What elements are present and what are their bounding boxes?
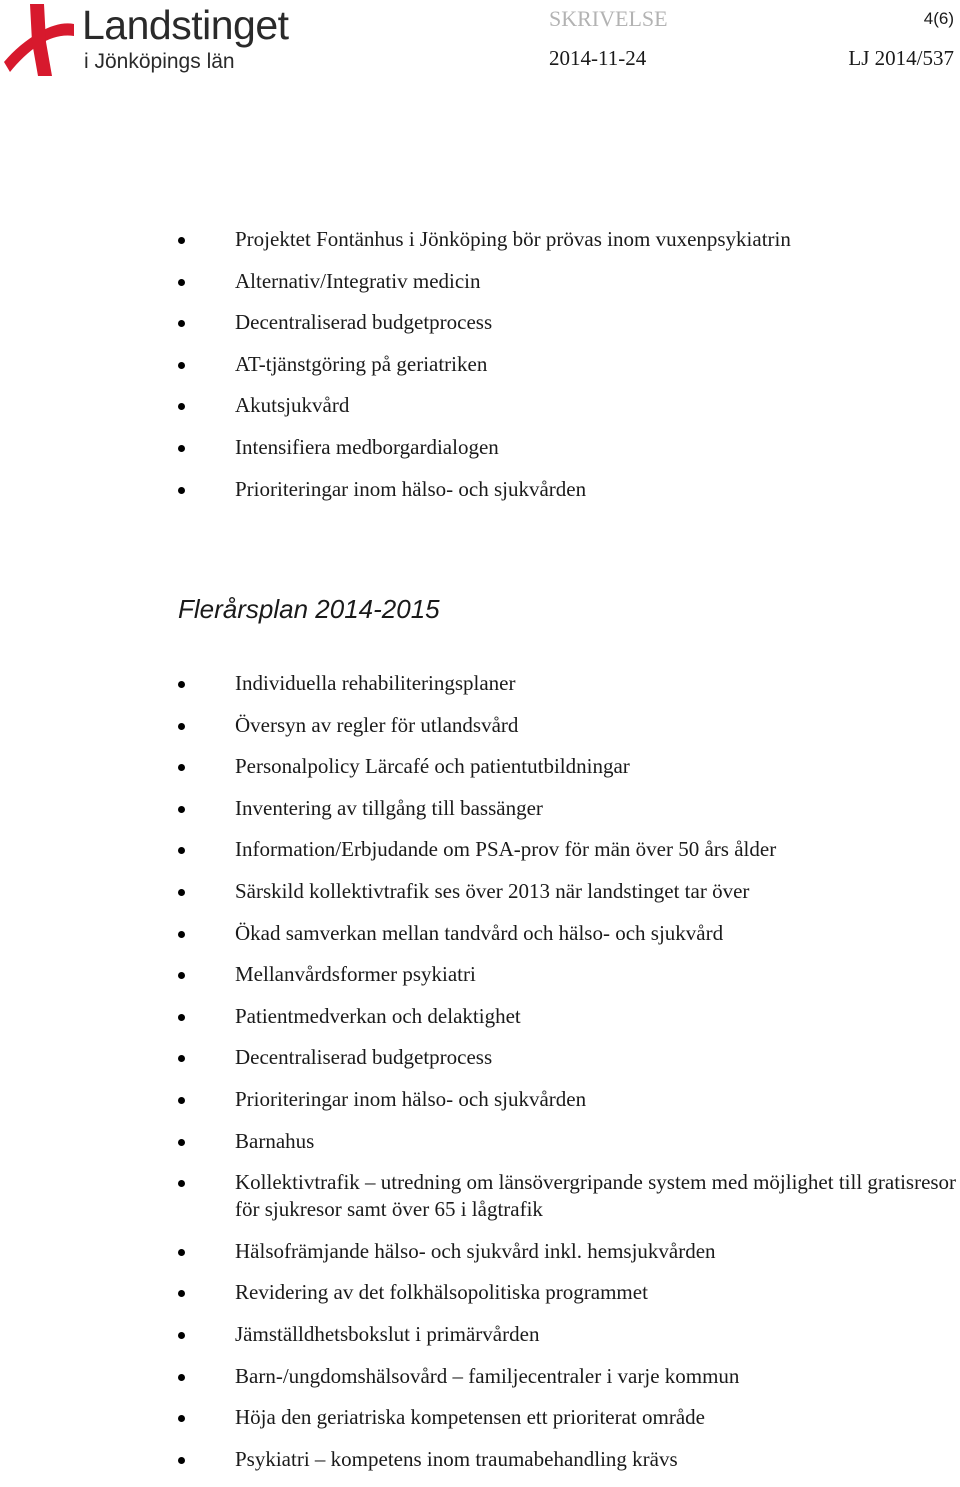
bullet-icon xyxy=(178,1014,185,1021)
bullet-icon xyxy=(178,1415,185,1422)
bullet-icon xyxy=(178,237,185,244)
list-item xyxy=(0,878,960,905)
bullet-icon xyxy=(178,931,185,938)
list-item-text: Projektet Fontänhus i Jönköping bör prövas inom vuxenpsykiatrin xyxy=(235,227,791,251)
list-item xyxy=(0,670,960,697)
list-item xyxy=(0,476,960,503)
bullet-icon xyxy=(178,487,185,494)
list-item xyxy=(0,392,960,419)
list-item-text: Psykiatri – kompetens inom traumabehandling krävs xyxy=(235,1446,678,1471)
list-item xyxy=(0,1321,960,1348)
document-type: SKRIVELSE xyxy=(549,6,668,31)
list-item xyxy=(0,351,960,378)
list-item-text: Översyn av regler för utlandsvård xyxy=(235,712,519,737)
bullet-icon xyxy=(178,1374,185,1381)
list-item-text: Individuella rehabiliteringsplaner xyxy=(235,671,516,695)
list-item xyxy=(0,309,960,336)
list-item xyxy=(0,268,960,295)
bullet-icon xyxy=(178,1290,185,1297)
list-item xyxy=(0,1086,960,1113)
list-item xyxy=(0,753,960,780)
logo xyxy=(0,0,330,80)
bullet-list-2 xyxy=(0,670,960,1487)
bullet-icon xyxy=(178,806,185,813)
bullet-icon xyxy=(178,1139,185,1146)
bullet-list-1 xyxy=(0,226,960,517)
document-reference: LJ 2014/537 xyxy=(848,46,954,70)
list-item xyxy=(0,1128,960,1155)
bullet-icon xyxy=(178,1249,185,1256)
list-item-text: Decentraliserad budgetprocess xyxy=(235,1045,493,1070)
list-item-text: Decentraliserad budgetprocess xyxy=(235,310,493,335)
bullet-icon xyxy=(178,1180,185,1187)
list-item-text: Prioriteringar inom hälso- och sjukvården xyxy=(235,476,587,501)
list-item xyxy=(0,1446,960,1473)
list-item-text: Kollektivtrafik – utredning om länsövergripande system med möjlighet till gratisresor för sjukresor samt över 65 i lågtrafik xyxy=(235,1170,957,1222)
list-item-text: Barn-/ungdomshälsovård – familjecentraler i varje kommun xyxy=(235,1363,740,1388)
list-item xyxy=(0,1363,960,1390)
list-item xyxy=(0,712,960,739)
list-item xyxy=(0,1003,960,1030)
list-item-text: Jämställdhetsbokslut i primärvården xyxy=(235,1321,540,1346)
list-item-text: Ökad samverkan mellan tandvård och hälso- och sjukvård xyxy=(235,920,724,945)
list-item xyxy=(0,1279,960,1306)
bullet-icon xyxy=(178,681,185,688)
section-heading: Flerårsplan 2014-2015 xyxy=(178,594,440,624)
list-item xyxy=(0,1238,960,1265)
bullet-icon xyxy=(178,972,185,979)
logo-subtitle: i Jönköpings län xyxy=(84,50,235,73)
bullet-icon xyxy=(178,1055,185,1062)
list-item-text: Alternativ/Integrativ medicin xyxy=(235,268,481,293)
list-item-text: Barnahus xyxy=(235,1128,315,1153)
list-item xyxy=(0,1404,960,1431)
bullet-icon xyxy=(178,847,185,854)
list-item-text: Höja den geriatriska kompetensen ett prioriterat område xyxy=(235,1405,705,1430)
list-item xyxy=(0,226,960,253)
bullet-icon xyxy=(178,723,185,730)
bullet-icon xyxy=(178,445,185,452)
bullet-icon xyxy=(178,320,185,327)
page-number: 4(6) xyxy=(923,9,954,28)
list-item-text: Prioriteringar inom hälso- och sjukvården xyxy=(235,1086,587,1111)
list-item-text: Mellanvårdsformer psykiatri xyxy=(235,962,476,987)
list-item xyxy=(0,1169,960,1223)
list-item-text: Information/Erbjudande om PSA-prov för män över 50 års ålder xyxy=(235,837,777,862)
list-item xyxy=(0,795,960,822)
bullet-icon xyxy=(178,1332,185,1339)
list-item-text: Hälsofrämjande hälso- och sjukvård inkl. hemsjukvården xyxy=(235,1238,716,1263)
list-item-text: Inventering av tillgång till bassänger xyxy=(235,795,543,820)
list-item xyxy=(0,836,960,863)
list-item xyxy=(0,920,960,947)
list-item-text: Personalpolicy Lärcafé och patientutbildningar xyxy=(235,754,630,779)
bullet-icon xyxy=(178,279,185,286)
list-item-text: Intensifiera medborgardialogen xyxy=(235,434,499,459)
bullet-icon xyxy=(178,1097,185,1104)
list-item-text: AT-tjänstgöring på geriatriken xyxy=(235,351,488,376)
logo-title: Landstinget xyxy=(82,2,289,48)
landstinget-cross-icon xyxy=(0,2,76,76)
bullet-icon xyxy=(178,1457,185,1464)
list-item xyxy=(0,434,960,461)
list-item xyxy=(0,1044,960,1071)
list-item-text: Särskild kollektivtrafik ses över 2013 när landstinget tar över xyxy=(235,878,750,903)
bullet-icon xyxy=(178,362,185,369)
bullet-icon xyxy=(178,403,185,410)
list-item-text: Akutsjukvård xyxy=(235,393,350,418)
list-item xyxy=(0,961,960,988)
bullet-icon xyxy=(178,889,185,896)
list-item-text: Revidering av det folkhälsopolitiska programmet xyxy=(235,1280,648,1305)
list-item-text: Patientmedverkan och delaktighet xyxy=(235,1003,521,1028)
document-date: 2014-11-24 xyxy=(549,46,647,70)
bullet-icon xyxy=(178,764,185,771)
